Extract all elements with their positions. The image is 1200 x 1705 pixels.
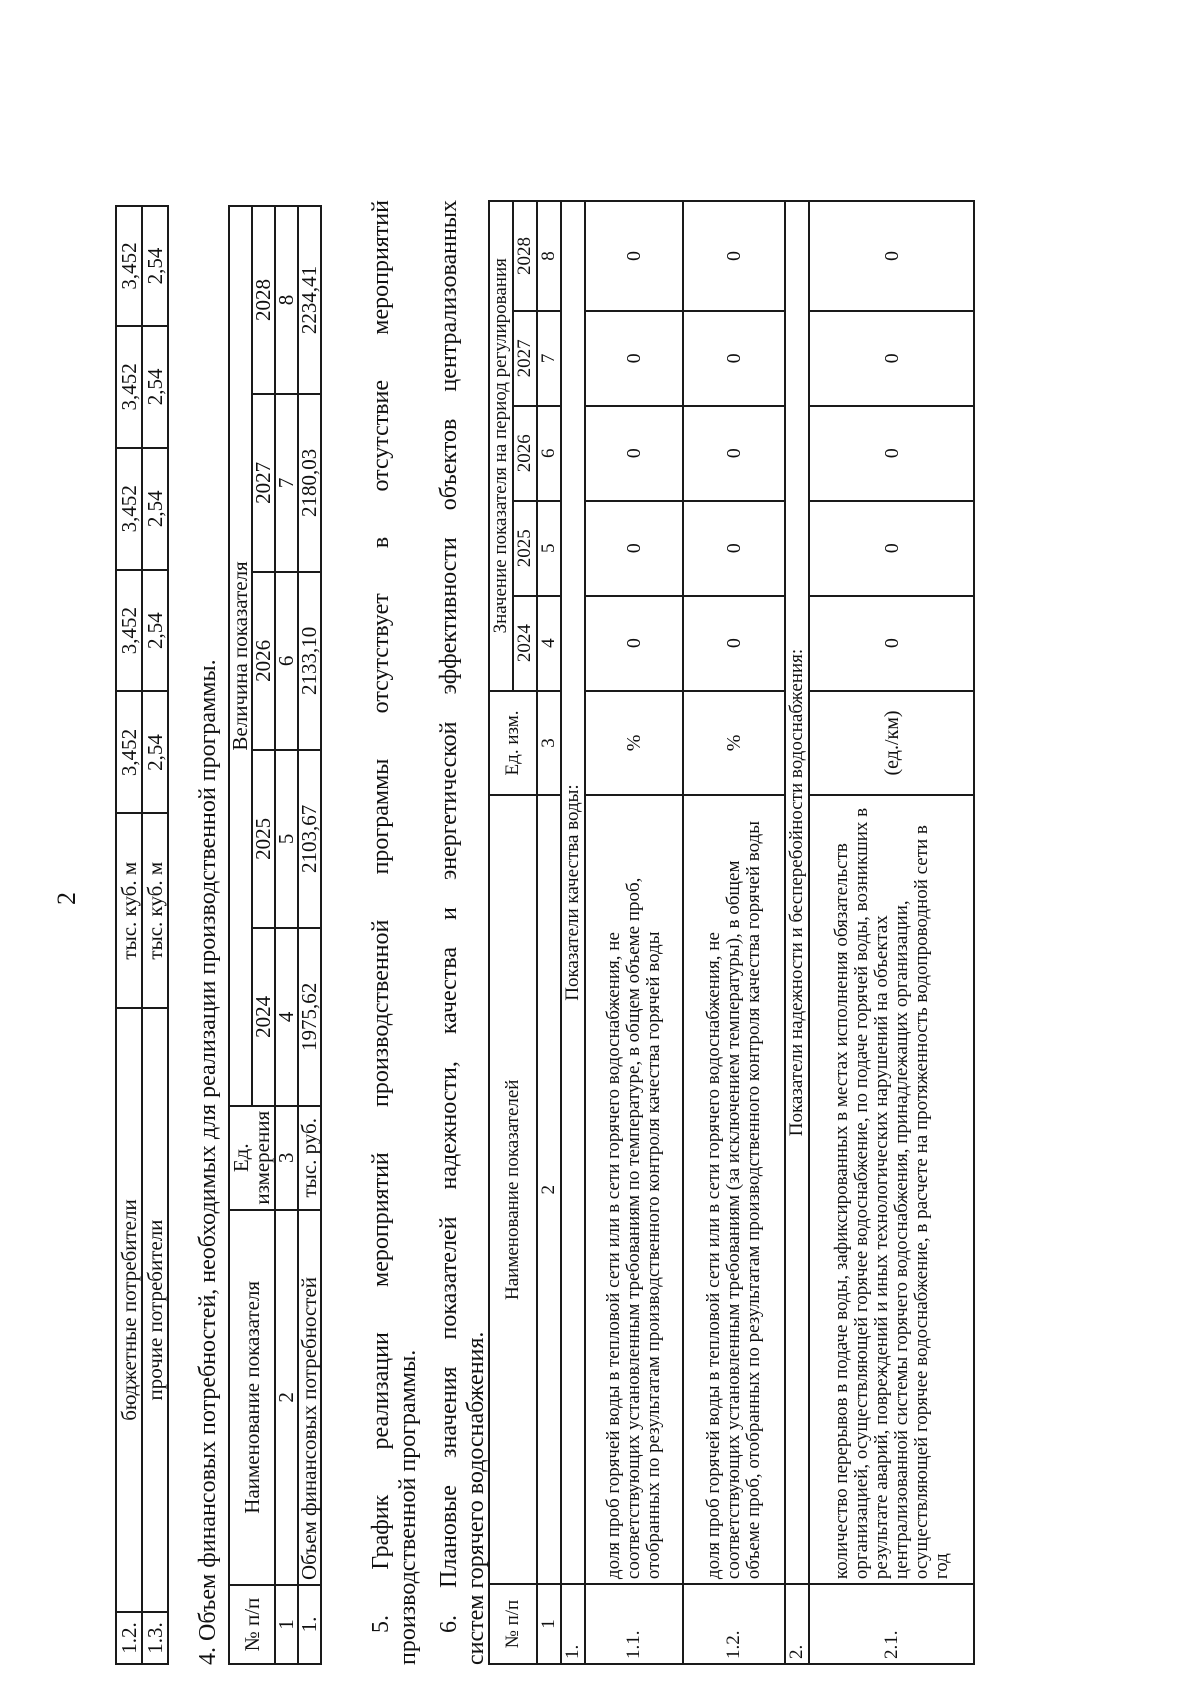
row-value: 0 <box>585 501 683 596</box>
row-value: 0 <box>683 406 785 501</box>
header-num: № п/п <box>489 1584 537 1664</box>
column-index: 7 <box>537 311 561 406</box>
column-index-row <box>275 206 298 1664</box>
row-value: 0 <box>585 201 683 311</box>
column-index: 3 <box>537 691 561 796</box>
table-row <box>116 206 142 1664</box>
column-index: 1 <box>537 1584 561 1664</box>
row-value: 2,54 <box>142 206 168 326</box>
consumers-table <box>115 205 169 1665</box>
row-value: 3,452 <box>116 448 142 570</box>
header-year: 2025 <box>252 750 275 928</box>
row-number: 1.2. <box>683 1584 785 1664</box>
section-row <box>561 201 585 1664</box>
row-value: 2,54 <box>142 570 168 692</box>
header-year: 2024 <box>513 596 537 691</box>
row-value: 0 <box>585 406 683 501</box>
row-unit: тыс. куб. м <box>116 813 142 1008</box>
section-6-line: 6. Плановые значения показателей надежности, качества и энергетической эффективности объектов централизованных <box>436 200 462 1633</box>
row-value: 0 <box>809 406 974 501</box>
column-index: 4 <box>537 596 561 691</box>
table-row <box>585 201 683 1664</box>
row-value: 2,54 <box>142 448 168 570</box>
header-year: 2027 <box>513 311 537 406</box>
column-index: 8 <box>537 201 561 311</box>
header-year: 2024 <box>252 928 275 1106</box>
header-unit: Ед. изм. <box>489 691 537 796</box>
row-value: 0 <box>683 201 785 311</box>
table-row <box>142 206 168 1664</box>
header-name: Наименование показателя <box>229 1210 275 1585</box>
row-value: 0 <box>809 311 974 406</box>
row-name: Объем финансовых потребностей <box>298 1210 321 1585</box>
section-row <box>785 201 809 1664</box>
section-title: Показатели качества воды: <box>561 201 585 1584</box>
table-header-row <box>489 201 513 1664</box>
table-row <box>298 206 321 1664</box>
row-value: 3,452 <box>116 326 142 448</box>
column-index: 5 <box>537 501 561 596</box>
row-value: 0 <box>809 596 974 691</box>
section-4-title: 4. Объем финансовых потребностей, необходимых для реализации производственной программы. <box>195 659 221 1665</box>
row-number: 1.3. <box>142 1612 168 1664</box>
row-value: 0 <box>809 501 974 596</box>
financial-needs-table <box>228 205 322 1665</box>
row-unit: тыс. куб. м <box>142 813 168 1008</box>
row-unit: % <box>683 691 785 796</box>
row-value: 3,452 <box>116 206 142 326</box>
row-value: 0 <box>585 311 683 406</box>
row-value: 3,452 <box>116 692 142 814</box>
row-unit: тыс. руб. <box>298 1106 321 1210</box>
table-header-row <box>229 206 252 1664</box>
table-row <box>809 201 974 1664</box>
row-value: 1975,62 <box>298 928 321 1106</box>
row-name: доля проб горячей воды в тепловой сети или в сети горячего водоснабжения, не соответствующих установленным требованиям (за исключением температуры), в общем объеме проб, отобранных по результатам производственного контроля качества горячей воды <box>683 795 785 1584</box>
section-5-paragraph <box>368 200 422 1665</box>
column-index: 1 <box>275 1585 298 1664</box>
column-index: 7 <box>275 394 298 572</box>
row-value: 2180,03 <box>298 394 321 572</box>
section-number: 2. <box>785 1584 809 1664</box>
header-group: Величина показателя <box>229 206 252 1106</box>
row-value: 2,54 <box>142 692 168 814</box>
section-6-line: систем горячего водоснабжения. <box>463 1331 489 1665</box>
row-value: 0 <box>683 501 785 596</box>
row-unit: % <box>585 691 683 796</box>
column-index: 8 <box>275 206 298 394</box>
header-year: 2025 <box>513 501 537 596</box>
row-value: 2,54 <box>142 326 168 448</box>
indicators-table <box>488 200 975 1665</box>
header-num: № п/п <box>229 1585 275 1664</box>
row-number: 1.2. <box>116 1612 142 1664</box>
table-row <box>683 201 785 1664</box>
column-index: 5 <box>275 750 298 928</box>
column-index: 2 <box>275 1210 298 1585</box>
row-value: 2103,67 <box>298 750 321 928</box>
header-year: 2026 <box>252 572 275 750</box>
row-name: бюджетные потребители <box>116 1008 142 1612</box>
row-value: 0 <box>585 596 683 691</box>
column-index: 6 <box>537 406 561 501</box>
section-title: Показатели надежности и бесперебойности водоснабжения: <box>785 201 809 1584</box>
column-index: 3 <box>275 1106 298 1210</box>
header-year: 2028 <box>252 206 275 394</box>
row-value: 2234,41 <box>298 206 321 394</box>
column-index: 6 <box>275 572 298 750</box>
row-number: 1. <box>298 1585 321 1664</box>
header-year: 2028 <box>513 201 537 311</box>
section-number: 1. <box>561 1584 585 1664</box>
row-value: 2133,10 <box>298 572 321 750</box>
header-name: Наименование показателей <box>489 795 537 1584</box>
row-number: 1.1. <box>585 1584 683 1664</box>
row-value: 0 <box>683 311 785 406</box>
row-name: прочие потребители <box>142 1008 168 1612</box>
row-number: 2.1. <box>809 1584 974 1664</box>
row-value: 0 <box>683 596 785 691</box>
header-year: 2026 <box>513 406 537 501</box>
header-year: 2027 <box>252 394 275 572</box>
column-index-row <box>537 201 561 1664</box>
row-value: 3,452 <box>116 570 142 692</box>
row-name: количество перерывов в подаче воды, зафиксированных в местах исполнения обязательств организацией, осуществляющей горячее водоснабжение, по подаче горячей воды, возникших в результате аварий, повреждений и иных технологических нарушений на объектах централизованной системы горячего водоснабжения, принадлежащих организации, осуществляющей горячее водоснабжение, в расчете на протяженность водопроводной сети в год <box>809 795 974 1584</box>
header-group: Значение показателя на период регулирования <box>489 201 513 691</box>
page-number: 2 <box>52 892 81 905</box>
section-5-line: производственной программы. <box>395 1349 421 1665</box>
section-6-paragraph <box>436 200 490 1665</box>
row-unit: (ед./км) <box>809 691 974 796</box>
column-index: 4 <box>275 928 298 1106</box>
section-5-line: 5. График реализации мероприятий производственной программы отсутствует в отсутствие мероприятий <box>368 200 394 1633</box>
row-name: доля проб горячей воды в тепловой сети или в сети горячего водоснабжения, не соответствующих установленным требованиям по температуре, в общем объеме проб, отобранных по результатам производственного контроля качества горячей воды <box>585 795 683 1584</box>
row-value: 0 <box>809 201 974 311</box>
column-index: 2 <box>537 795 561 1584</box>
header-unit: Ед. измерения <box>229 1106 275 1210</box>
